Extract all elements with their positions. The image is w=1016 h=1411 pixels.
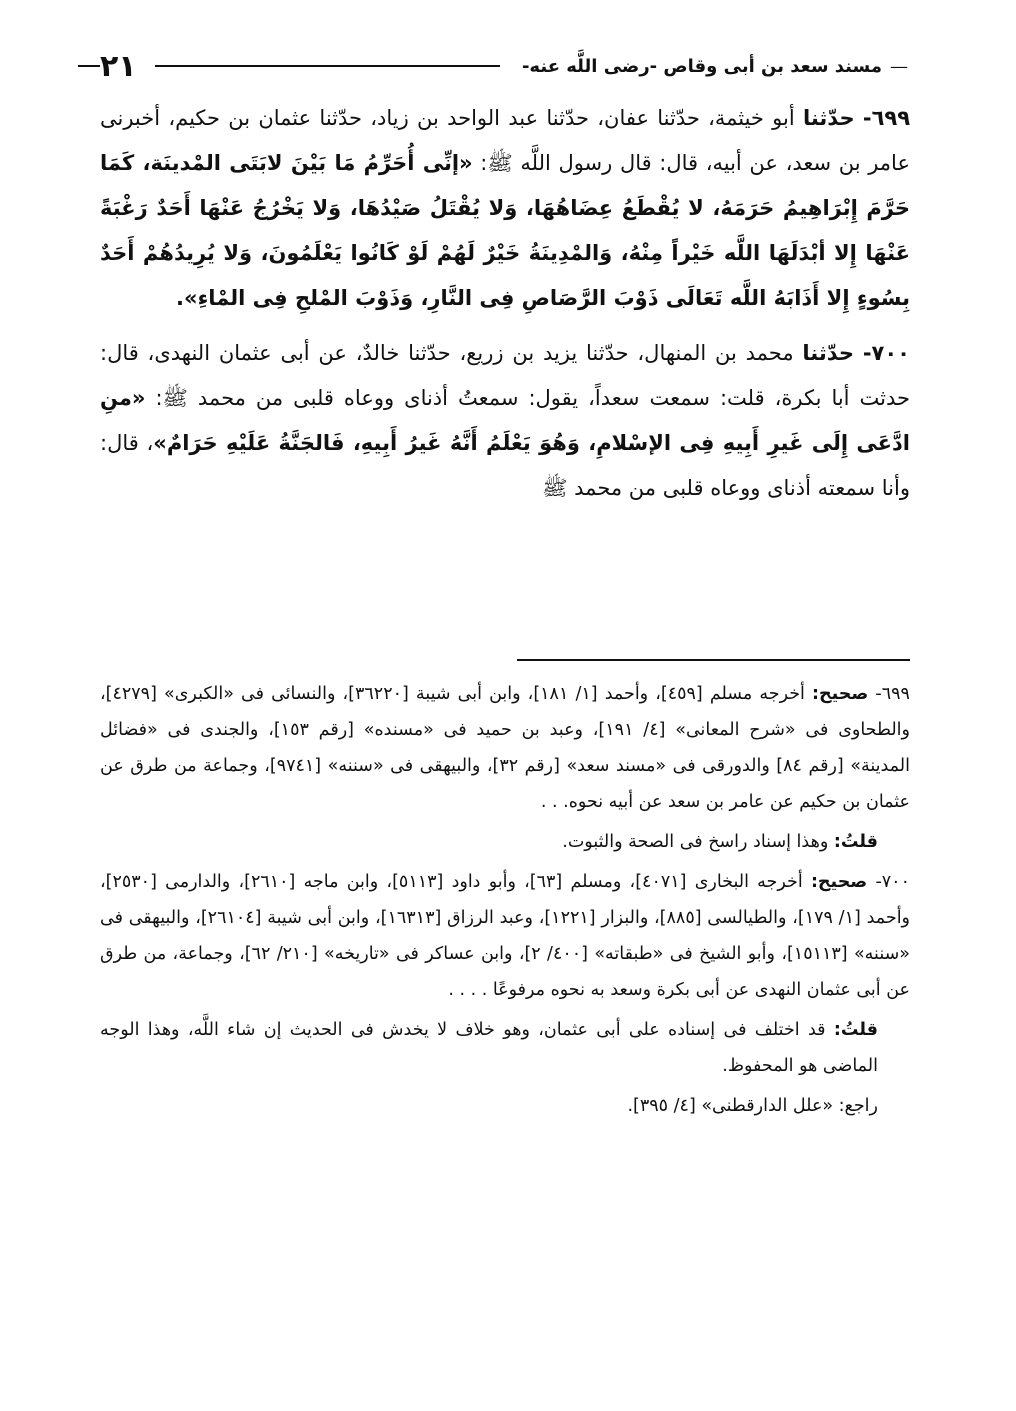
footnote-699: [100, 676, 910, 820]
footnotes: [100, 676, 910, 1128]
hadith-number: ٧٠٠-: [862, 341, 910, 365]
header-title: مسند سعد بن أبى وقاص -رضى اللَّه عنه-: [521, 55, 882, 77]
hadith-isnad: محمد بن المنهال، حدّثنا يزيد بن زريع، حدّثنا خالدٌ، عن أبى عثمان النهدى، قال: حدثت أبا بكرة، قلت: سمعت سعداً، يقول: سمعتُ أذناى ووعاه قلبى من محمد ﷺ:: [100, 341, 910, 410]
footnote-separator: [517, 659, 910, 661]
hadith-tail: ، قال: وأنا سمعته أذناى ووعاه قلبى من محمد ﷺ: [100, 431, 910, 500]
footnote-number: ٦٩٩-: [875, 684, 910, 704]
footnote-700: [100, 864, 910, 1008]
reference-text: راجع: «علل الدارقطنى» [٤/ ٣٩٥].: [627, 1096, 878, 1116]
header-dash: —: [890, 55, 908, 77]
footnote-number: ٧٠٠-: [875, 872, 910, 892]
running-header: [78, 48, 908, 84]
hadith-matn: «إنِّى أُحَرِّمُ مَا بَيْنَ لابَتَى المْدينَة، كَمَا حَرَّمَ إِبْرَاهِيمُ حَرَمَهُ، لا يُقْطَعُ عِضَاهُهَا، وَلا يُقْتَلُ صَيْدُهَا، وَلا يَخْرُجُ عَنْهَا أَحَدٌ رَغْبَةً عَنْهَا إِلا أبْدَلَهَا اللَّه خَيْراً مِنْهُ، وَالمْدِينَةُ خَيْرٌ لَهُمْ لَوْ كَانُوا يَعْلَمُونَ، وَلا يُرِيدُهُمْ أَحَدٌ بِسُوءٍ إِلا أَذَابَهُ اللَّه تَعَالَى ذَوْبَ الرَّصَاصِ فِى النَّارِ، وَذَوْبَ المْلحِ فِى المْاءِ».: [100, 151, 910, 310]
footnote-text: أخرجه البخارى [٤٠٧١]، ومسلم [٦٣]، وأبو داود [٥١١٣]، وابن ماجه [٢٦١٠]، والدارمى [٢٥٣٠]، وأحمد [١/ ١٧٩]، والطيالسى [٨٨٥]، والبزار [١٢٢١]، وعبد الرزاق [١٦٣١٣]، وابن أبى شيبة [٢٦١٠٤]، والبيهقى فى «سننه» [١٥١١٣]، وأبو الشيخ فى «طبقاته» [٤٠٠/ ٢]، وابن عساكر فى «تاريخه» [٢١٠/ ٦٢]، وجماعة، من طرق عن أبى عثمان النهدى عن أبى بكرة وسعد به نحوه مرفوعًا . . . .: [100, 872, 911, 1000]
comment-label: قلتُ:: [833, 832, 878, 852]
comment-text: قد اختلف فى إسناده على أبى عثمان، وهو خلاف لا يخدش فى الحديث إن شاء اللَّه، وهذا الوجه الماضى هو المحفوظ.: [100, 1020, 878, 1076]
comment-text: وهذا إسناد راسخ فى الصحة والثبوت.: [562, 832, 829, 852]
page-number-dash: [78, 65, 100, 67]
hadith-700: [100, 331, 910, 511]
hadith-lead: حدّثنا: [802, 106, 855, 130]
footnote-grade: صحيح:: [812, 684, 869, 704]
hadith-lead: حدّثنا: [802, 341, 855, 365]
hadith-699: [100, 96, 910, 321]
page-number: ٢١: [100, 48, 137, 84]
hadith-number: ٦٩٩-: [862, 106, 911, 130]
hadith-isnad: أبو خيثمة، حدّثنا عفان، حدّثنا عبد الواحد بن زياد، حدّثنا عثمان بن حكيم، أخبرنى عامر بن سعد، عن أبيه، قال: قال رسول اللَّه ﷺ:: [100, 106, 910, 175]
comment-label: قلتُ:: [833, 1020, 878, 1040]
header-rule: [155, 65, 500, 67]
hadith-matn: «منِ ادَّعَى إِلَى غَيرِ أَبِيهِ فِى الإسْلامِ، وَهُوَ يَعْلَمُ أَنَّهُ غَيرُ أَبِيهِ، فَالجَنَّةُ عَلَيْهِ حَرَامٌ»: [100, 386, 910, 455]
footnote-grade: صحيح:: [810, 872, 868, 892]
footnote-text: أخرجه مسلم [٤٥٩]، وأحمد [١/ ١٨١]، وابن أبى شيبة [٣٦٢٢٠]، والنسائى فى «الكبرى» [٤٢٧٩]، والطحاوى فى «شرح المعانى» [٤/ ١٩١]، وعبد بن حميد فى «مسنده» [رقم ١٥٣]، والجندى فى «فضائل المدينة» [رقم ٨٤] والدورقى فى «مسند سعد» [رقم ٣٢]، والبيهقى فى «سننه» [٩٧٤١]، وجماعة من طرق عن عثمان بن حكيم عن عامر بن سعد عن أبيه نحوه. . .: [100, 684, 910, 812]
footnote-reference: [100, 1088, 910, 1124]
footnote-comment: [100, 824, 910, 860]
main-text: [100, 96, 910, 511]
footnote-comment: [100, 1012, 910, 1084]
